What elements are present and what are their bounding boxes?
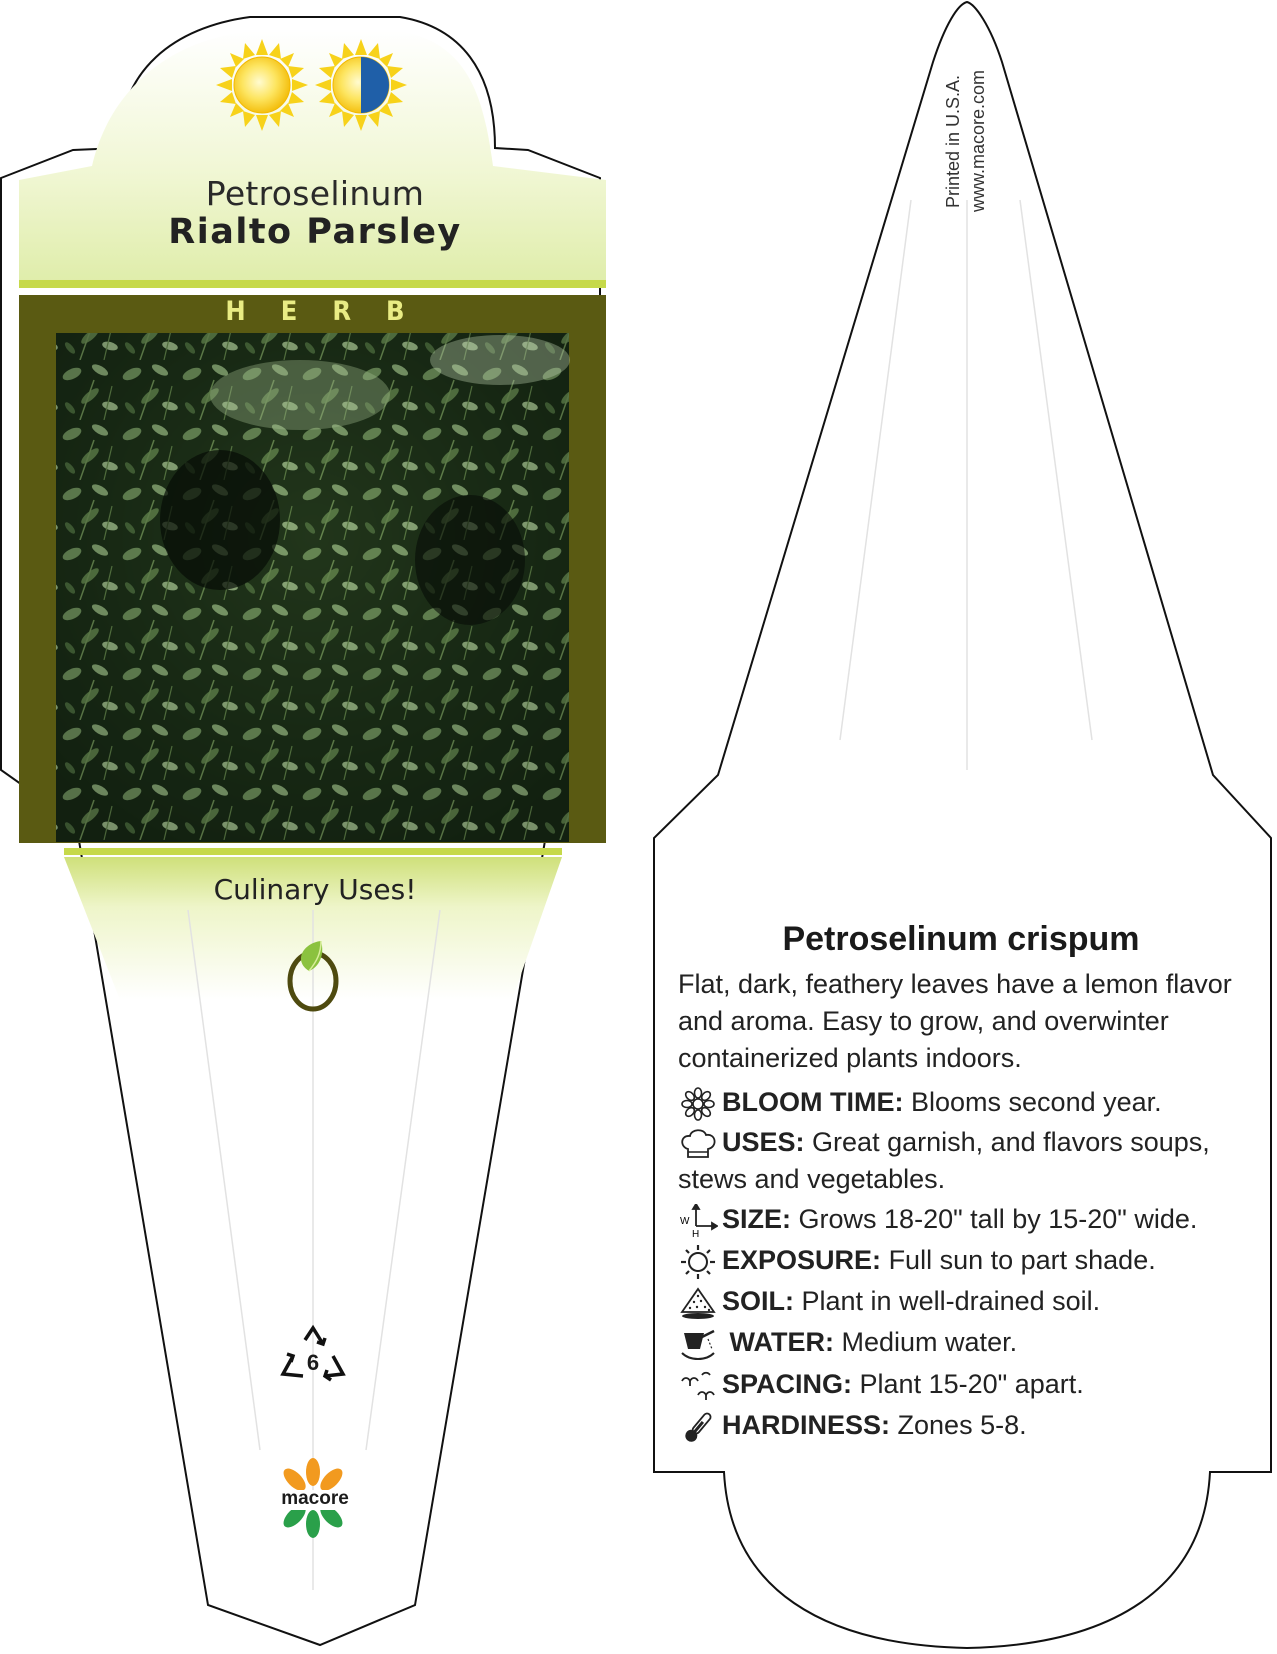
soil-label: SOIL:: [722, 1286, 794, 1316]
watering-can-icon: [678, 1327, 718, 1361]
size-icon-w: W: [680, 1215, 690, 1227]
spacing-icon: [678, 1369, 718, 1403]
lime-band-bottom: [64, 848, 562, 855]
attribute-size: [678, 1201, 1250, 1238]
soil-value: Plant in well-drained soil.: [801, 1286, 1101, 1316]
hardiness-value: Zones 5-8.: [897, 1410, 1027, 1440]
plant-category: HERB: [225, 296, 440, 327]
printed-in-text: Printed in U.S.A.: [943, 74, 963, 208]
sun-icon: [678, 1245, 718, 1279]
size-value: Grows 18-20" tall by 15-20" wide.: [798, 1204, 1198, 1234]
chef-hat-icon: [678, 1127, 718, 1161]
lime-band-top: [19, 280, 606, 288]
attribute-exposure: [678, 1242, 1250, 1279]
flower-icon: [678, 1087, 718, 1121]
attribute-soil: [678, 1283, 1250, 1320]
brand-name: macore: [281, 1488, 349, 1509]
thermometer-icon: [678, 1410, 718, 1444]
attribute-uses: [678, 1124, 1250, 1198]
bloom-time-value: Blooms second year.: [911, 1087, 1162, 1117]
water-value: Medium water.: [841, 1327, 1018, 1357]
scientific-name: Petroselinum crispum: [782, 920, 1140, 958]
website-text: www.macore.com: [968, 69, 988, 212]
uses-value: Great garnish, and flavors soups, stews and vegetables.: [678, 1127, 1210, 1194]
bloom-time-label: BLOOM TIME:: [722, 1087, 904, 1117]
spacing-label: SPACING:: [722, 1369, 853, 1399]
soil-icon: [678, 1286, 718, 1320]
size-arrows-icon: [678, 1204, 718, 1238]
attribute-water: [678, 1324, 1250, 1361]
uses-label: USES:: [722, 1127, 805, 1157]
tagline: Culinary Uses!: [213, 873, 417, 906]
size-icon-h: H: [692, 1228, 700, 1238]
attribute-bloom-time: [678, 1084, 1250, 1121]
size-label: SIZE:: [722, 1204, 792, 1234]
exposure-label: EXPOSURE:: [722, 1245, 882, 1275]
attribute-spacing: [678, 1366, 1250, 1403]
water-label: WATER:: [729, 1327, 834, 1357]
plant-description: Flat, dark, feathery leaves have a lemon flavor and aroma. Easy to grow, and overwinter containerized plants indoors.: [678, 969, 1232, 1073]
plant-photo: [56, 333, 570, 842]
recycle-number: 6: [306, 1350, 320, 1375]
plant-genus: Petroselinum: [205, 174, 425, 213]
hardiness-label: HARDINESS:: [722, 1410, 891, 1440]
spacing-value: Plant 15-20" apart.: [859, 1369, 1084, 1399]
plant-common-name: Rialto Parsley: [168, 212, 462, 252]
exposure-value: Full sun to part shade.: [888, 1245, 1156, 1275]
attribute-hardiness: [678, 1407, 1250, 1444]
